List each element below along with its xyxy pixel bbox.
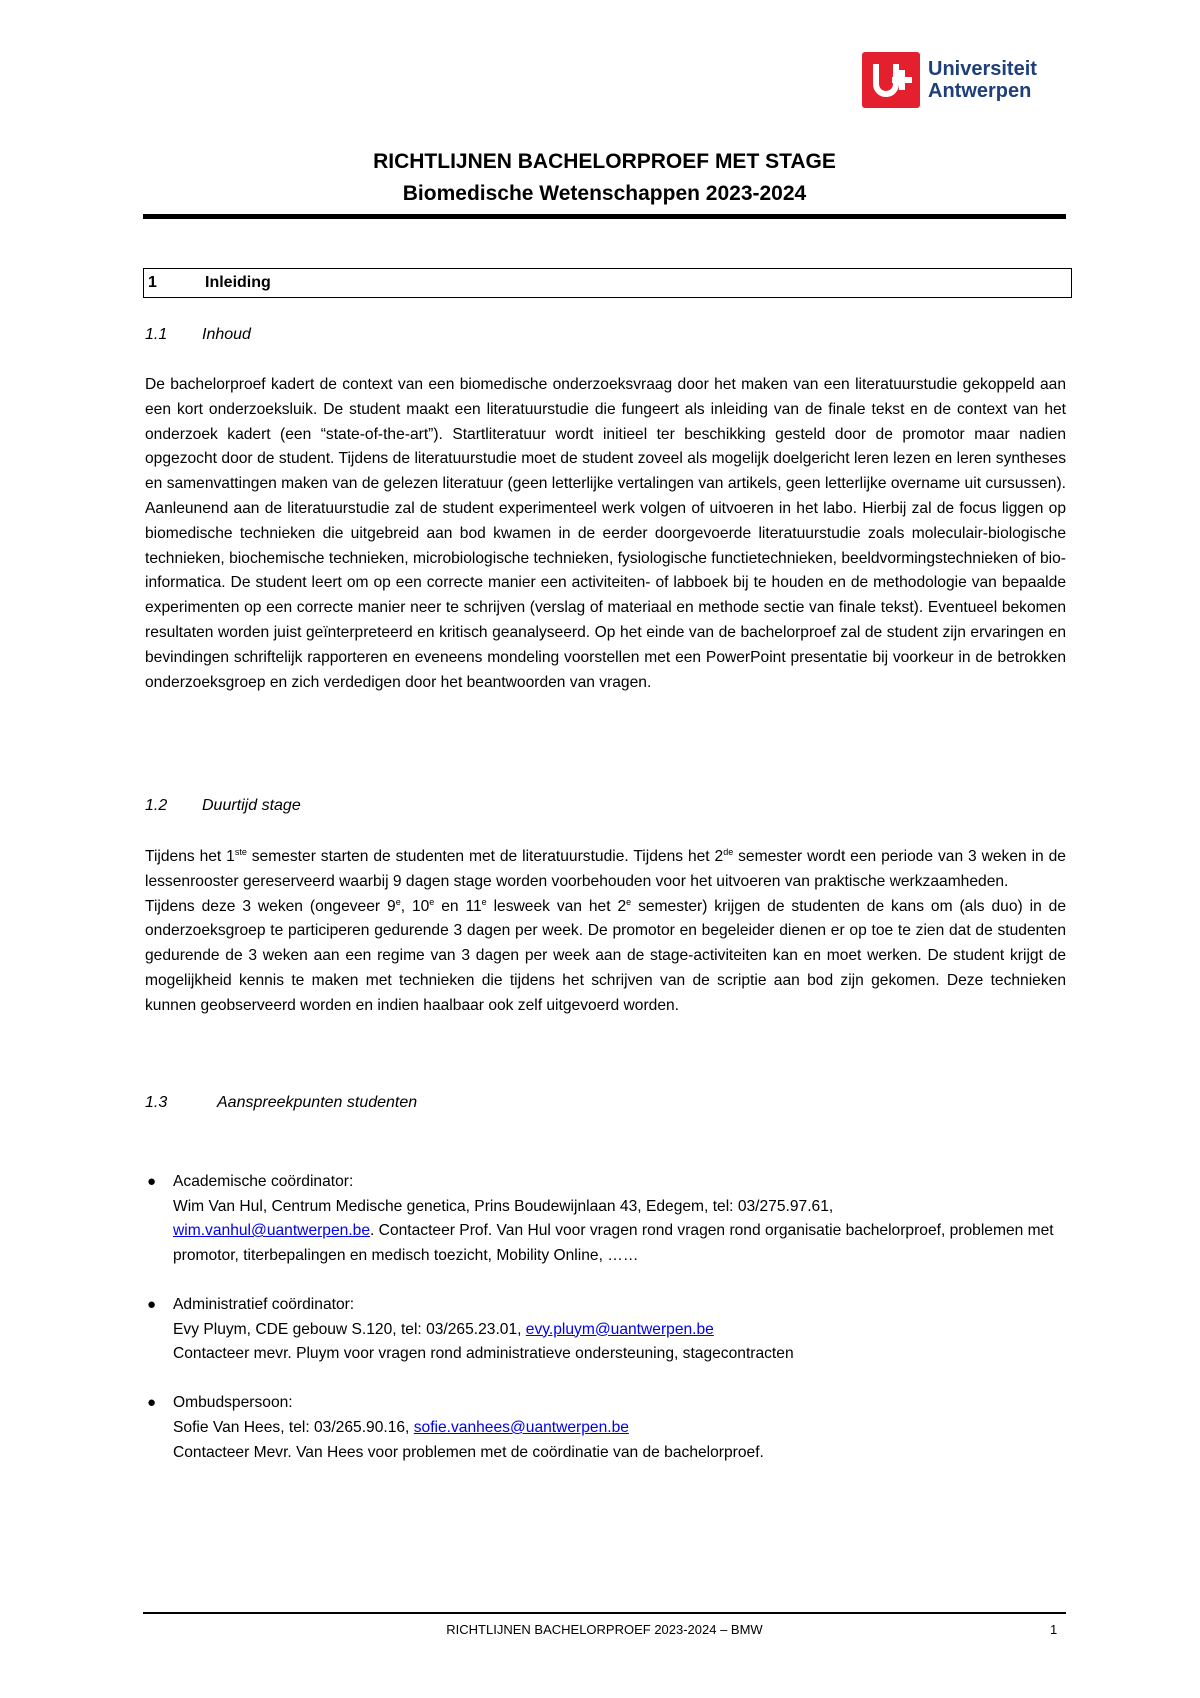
university-logo-mark-icon: [862, 52, 920, 108]
contact-note: . Contacteer Prof. Van Hul voor vragen rond vragen rond organisatie bachelorproef, problemen met promotor, titerbepalingen en medisch toezicht, Mobility Online, ……: [173, 1222, 1054, 1264]
contact-details: Wim Van Hul, Centrum Medische genetica, Prins Boudewijnlaan 43, Edegem, tel: 03/275.97.61,: [173, 1197, 834, 1215]
section-number: 1: [148, 274, 157, 291]
contact-role: Ombudspersoon:: [173, 1394, 293, 1412]
contact-administrative-coordinator: [145, 1293, 1066, 1367]
subheading-title: Inhoud: [202, 326, 251, 343]
text-run: semester starten de studenten met de literatuurstudie. Tijdens het 2: [246, 848, 724, 865]
footer-text: RICHTLIJNEN BACHELORPROEF 2023-2024 – BMW: [446, 1622, 763, 1637]
bullet-icon: ●: [147, 1173, 157, 1190]
contact-ombudsperson: [145, 1391, 1066, 1465]
title-line-2: Biomedische Wetenschappen 2023-2024: [402, 182, 807, 205]
contact-note: Contacteer Mevr. Van Hees voor problemen met de coördinatie van de bachelorproef.: [173, 1443, 764, 1461]
paragraph-duurtijd: [145, 845, 1066, 1019]
superscript: ste: [234, 846, 247, 857]
subheading-1-1: [145, 326, 251, 344]
contact-list: [145, 1170, 1066, 1490]
contact-note: Contacteer mevr. Pluym voor vragen rond administratieve ondersteuning, stagecontracten: [173, 1345, 794, 1363]
contact-role: Administratief coördinator:: [173, 1295, 355, 1313]
subheading-1-3: [145, 1094, 417, 1112]
title-rule: [143, 214, 1066, 219]
paragraph-text: [145, 895, 1066, 1019]
superscript: e: [626, 896, 632, 907]
logo-line-1: Universiteit: [928, 58, 1037, 80]
contact-role: Academische coördinator:: [173, 1173, 354, 1190]
superscript: e: [395, 896, 401, 907]
paragraph-inhoud: [145, 373, 1066, 695]
superscript: e: [429, 896, 435, 907]
text-run: semester) krijgen de studenten de kans om (als duo) in de onderzoeksgroep te participeren gedurende 3 dagen per week. De promotor en begeleider dienen er op toe te zien dat de studenten gedurende de 3 weken aan een regime van 3 dagen per week aan de stage-activiteiten kan en moet werken. De student krijgt de mogelijkheid kennis te maken met technieken die tijdens het schrijven van de scriptie aan bod zijn gekomen. Deze technieken kunnen geobserveerd worden en indien haalbaar ook zelf uitgevoerd worden.: [145, 897, 1067, 1014]
paragraph-text: De bachelorproef kadert de context van een biomedische onderzoeksvraag door het maken van een literatuurstudie gekoppeld aan een kort onderzoeksluik. De student maakt een literatuurstudie die fungeert als inleiding van de finale tekst en de context van het onderzoek kadert (een “state-of-the-art”). Startliteratuur wordt initieel ter beschikking gesteld door de promotor maar nadien opgezocht door de student. Tijdens de literatuurstudie moet de student zoveel als mogelijk doelgericht leren lezen en leren syntheses en samenvattingen maken van de gelezen literatuur (geen letterlijke vertalingen van artikels, geen letterlijke overname uit cursussen). Aanleunend aan de literatuurstudie zal de student experimenteel werk volgen of uitvoeren in het labo. Hierbij zal de focus liggen op biomedische technieken die uitgebreid aan bod kwamen in de eerder doorgevoerde literatuurstudie zoals moleculair-biologische technieken, biochemische technieken, microbiologische technieken, fysiologische functietechnieken, beeldvormingstechnieken of bio-informatica. De student leert om op een correcte manier een activiteiten- of labboek bij te houden en de methodologie van bepaalde experimenten op een correcte manier neer te schrijven (verslag of materiaal en methode sectie van finale tekst). Eventueel bekomen resultaten worden juist geïnterpreteerd en kritisch geanalyseerd. Op het einde van de bachelorproef zal de student zijn ervaringen en bevindingen schriftelijk rapporteren en eveneens mondeling voorstellen met een PowerPoint presentatie bij voorkeur in de betrokken onderzoeksgroep en zich verdedigen door het beantwoorden van vragen.: [145, 376, 1066, 691]
text-run: Tijdens deze 3 weken (ongeveer 9: [145, 897, 396, 915]
email-link[interactable]: evy.pluym@uantwerpen.be: [525, 1320, 714, 1338]
document-title: [143, 147, 1066, 211]
page-number: 1: [1050, 1622, 1058, 1637]
contact-academic-coordinator: [145, 1170, 1066, 1268]
subheading-1-2: [145, 797, 301, 815]
footer-rule: [143, 1612, 1066, 1614]
contact-line: Sofie Van Hees, tel: 03/265.90.16,: [173, 1418, 414, 1436]
subheading-title: Duurtijd stage: [202, 797, 301, 814]
superscript: e: [481, 896, 487, 907]
subheading-title: Aanspreekpunten studenten: [217, 1094, 418, 1111]
contact-details: [173, 1318, 1066, 1343]
contact-description: [173, 1219, 1066, 1268]
email-link[interactable]: sofie.vanhees@uantwerpen.be: [413, 1418, 629, 1436]
university-logo: [862, 52, 1062, 108]
title-line-1: RICHTLIJNEN BACHELORPROEF MET STAGE: [373, 150, 836, 173]
subheading-number: 1.2: [145, 797, 168, 814]
contact-line: Evy Pluym, CDE gebouw S.120, tel: 03/265.23.01,: [173, 1320, 526, 1338]
paragraph-text: [145, 845, 1066, 895]
section-title: Inleiding: [205, 274, 271, 291]
email-link[interactable]: wim.vanhul@uantwerpen.be: [173, 1222, 371, 1240]
bullet-icon: ●: [147, 1394, 157, 1412]
contact-details: [173, 1416, 1066, 1441]
text-run: lesweek van het 2: [486, 897, 627, 915]
subheading-number: 1.3: [145, 1094, 168, 1111]
text-run: en 11: [434, 897, 482, 915]
text-run: semester wordt een periode van 3 weken in de lessenrooster gereserveerd waarbij 9 dagen stage worden voorbehouden voor het uitvoeren van praktische werkzaamheden.: [145, 848, 1066, 890]
text-run: , 10: [400, 897, 430, 915]
section-heading-1: [143, 268, 1072, 298]
text-run: Tijdens het 1: [145, 848, 235, 865]
university-logo-text: [928, 58, 1037, 102]
subheading-number: 1.1: [145, 326, 168, 343]
bullet-icon: ●: [147, 1295, 157, 1313]
logo-line-2: Antwerpen: [928, 80, 1032, 102]
superscript: de: [723, 846, 734, 857]
